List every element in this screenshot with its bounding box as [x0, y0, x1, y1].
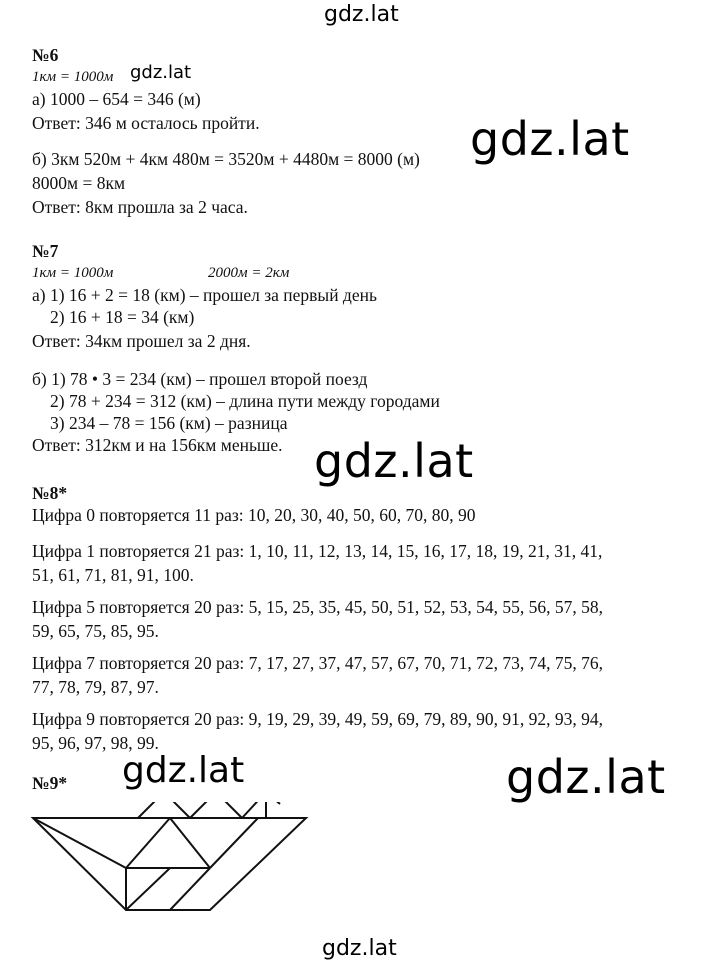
task8-digit9-line2: 95, 96, 97, 98, 99. [32, 733, 159, 753]
task7-b1: б) 1) 78 • 3 = 234 (км) – прошел второй поезд [32, 369, 368, 389]
task8-digit7-line1: Цифра 7 повторяется 20 раз: 7, 17, 27, 37, 47, 57, 67, 70, 71, 72, 73, 74, 75, 76, [32, 653, 604, 673]
tangram-line-4 [126, 818, 170, 868]
task9-heading: №9* [32, 773, 68, 793]
task7-heading: №7 [32, 241, 59, 261]
task6-b-conversion: 8000м = 8км [32, 173, 126, 193]
tangram-sail-left [138, 802, 190, 818]
watermark-inline: gdz.lat [130, 62, 192, 83]
tangram-line-5 [170, 818, 210, 868]
tangram-line-8 [126, 868, 170, 910]
task7-b-answer: Ответ: 312км и на 156км меньше. [32, 435, 283, 455]
watermark-big-lower-right: gdz.lat [506, 750, 666, 804]
task8-digit1-line1: Цифра 1 повторяется 21 раз: 1, 10, 11, 12, 13, 14, 15, 16, 17, 18, 19, 21, 31, 41, [32, 541, 603, 561]
task8-digit1-line2: 51, 61, 71, 81, 91, 100. [32, 565, 194, 585]
task6-b: б) 3км 520м + 4км 480м = 3520м + 4480м = 8000 (м) [32, 149, 420, 169]
task8-heading: №8* [32, 483, 68, 503]
tangram-hull-outline [33, 818, 306, 910]
task6-note: 1км = 1000м [32, 69, 114, 85]
watermark-small-mid: gdz.lat [122, 750, 245, 791]
tangram-line-7 [170, 868, 210, 910]
task7-a1: а) 1) 16 + 2 = 18 (км) – прошел за первый день [32, 285, 377, 305]
task6-a: а) 1000 – 654 = 346 (м) [32, 89, 201, 109]
tangram-sail-right [242, 802, 266, 818]
tangram-sail-mid [190, 802, 242, 818]
watermark-top: gdz.lat [324, 2, 399, 27]
watermark-big-right: gdz.lat [470, 112, 630, 166]
task7-note-2: 2000м = 2км [208, 265, 290, 281]
task6-a-answer: Ответ: 346 м осталось пройти. [32, 113, 260, 133]
task8-digit5-line2: 59, 65, 75, 85, 95. [32, 621, 159, 641]
task6-b-answer: Ответ: 8км прошла за 2 часа. [32, 197, 248, 217]
task8-digit0: Цифра 0 повторяется 11 раз: 10, 20, 30, 40, 50, 60, 70, 80, 90 [32, 505, 476, 525]
task7-a2: 2) 16 + 18 = 34 (км) [50, 307, 195, 327]
task8-digit9-line1: Цифра 9 повторяется 20 раз: 9, 19, 29, 39, 49, 59, 69, 79, 89, 90, 91, 92, 93, 94, [32, 709, 604, 729]
tangram-line-1 [33, 818, 126, 868]
tangram-line-6 [210, 818, 258, 868]
task6-heading: №6 [32, 45, 59, 65]
task7-b2: 2) 78 + 234 = 312 (км) – длина пути между городами [50, 391, 440, 411]
watermark-big-middle: gdz.lat [314, 434, 474, 488]
watermark-bottom: gdz.lat [322, 936, 397, 961]
task8-digit5-line1: Цифра 5 повторяется 20 раз: 5, 15, 25, 35, 45, 50, 51, 52, 53, 54, 55, 56, 57, 58, [32, 597, 604, 617]
tangram-boat-figure [30, 802, 320, 912]
task8-digit7-line2: 77, 78, 79, 87, 97. [32, 677, 159, 697]
task7-note-1: 1км = 1000м [32, 265, 114, 281]
task7-b3: 3) 234 – 78 = 156 (км) – разница [50, 413, 288, 433]
task7-a-answer: Ответ: 34км прошел за 2 дня. [32, 331, 251, 351]
